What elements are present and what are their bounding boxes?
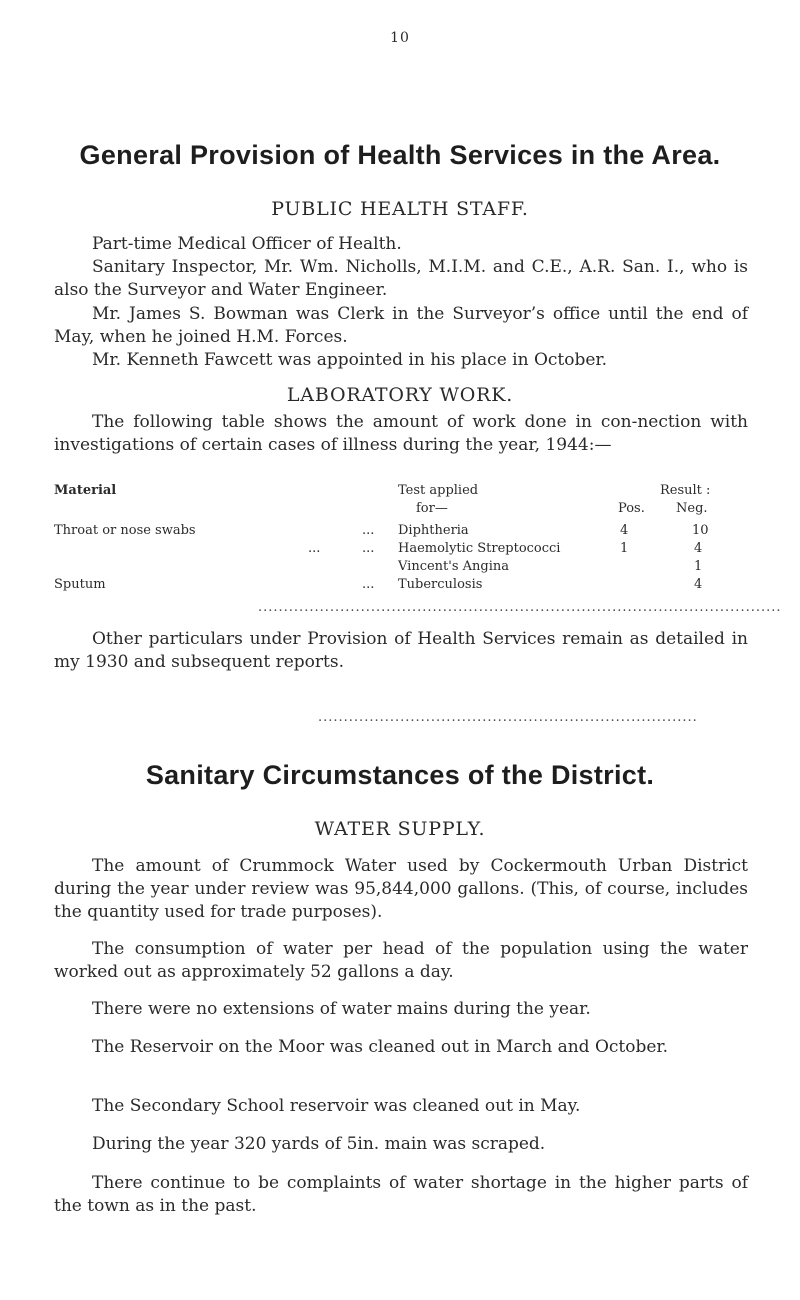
heading-water-supply: WATER SUPPLY. [314,818,486,840]
header-test-applied: Test applied [398,483,479,498]
section-title-health-services: General Provision of Health Services in the Area. [79,140,721,170]
row2-test: Haemolytic Streptococci [398,541,561,556]
closing-paragraph: Other particulars under Provision of Health Services remain as detailed in my 1930 and subsequent reports. [54,629,748,672]
row4-neg: 4 [694,577,703,592]
header-test-for: for— [416,501,448,516]
row1-neg: 10 [692,523,709,538]
section-dotted-divider: .......................................................................... [318,710,698,725]
staff-line-appointment: Mr. Kenneth Fawcett was appointed in his place in October. [92,350,608,370]
row4-leader: ... [362,577,375,592]
row4-test: Tuberculosis [398,577,483,592]
heading-public-health-staff: PUBLIC HEALTH STAFF. [271,198,529,220]
staff-line-clerk: Mr. James S. Bowman was Clerk in the Surveyor’s office until the end of May, when he joined H.M. Forces. [54,304,748,347]
staff-line-sanitary-inspector: Sanitary Inspector, Mr. Wm. Nicholls, M.I.M. and C.E., A.R. San. I., who is also the Surveyor and Water Engineer. [54,257,748,300]
header-neg: Neg. [676,501,708,516]
row3-test: Vincent's Angina [398,559,510,574]
header-result: Result : [660,483,711,498]
row4-material: Sputum [54,577,106,592]
page-number: 10 [390,30,410,46]
header-pos: Pos. [618,501,645,516]
water-paragraph-shortage: There continue to be complaints of water shortage in the higher parts of the town as in the past. [54,1173,748,1216]
row1-leader: ... [362,523,375,538]
row1-pos: 4 [620,523,629,538]
row1-test: Diphtheria [398,523,469,538]
row3-neg: 1 [694,559,703,574]
section-title-sanitary: Sanitary Circumstances of the District. [145,760,655,790]
row2-pos: 1 [620,541,629,556]
water-paragraph-reservoir: The Reservoir on the Moor was cleaned out in March and October. [92,1037,669,1057]
lab-intro-paragraph: The following table shows the amount of work done in con-nection with investigations of certain cases of illness during the year, 1944:— [54,412,748,455]
heading-laboratory-work: LABORATORY WORK. [286,384,514,406]
water-paragraph-main-scraped: During the year 320 yards of 5in. main was scraped. [92,1134,546,1154]
row1-material: Throat or nose swabs [54,523,196,538]
water-paragraph-consumption: The consumption of water per head of the population using the water worked out as approximately 52 gallons a day. [54,939,748,982]
water-paragraph-amount: The amount of Crummock Water used by Cockermouth Urban District during the year under review was 95,844,000 gallons. (This, of course, includes the quantity used for trade purposes). [54,856,748,922]
header-material: Material [54,483,117,498]
staff-line-medical-officer: Part-time Medical Officer of Health. [92,234,402,254]
water-paragraph-mains: There were no extensions of water mains during the year. [92,999,591,1019]
row2-neg: 4 [694,541,703,556]
row2-material: ... [308,541,321,556]
water-paragraph-school-reservoir: The Secondary School reservoir was cleaned out in May. [92,1096,581,1116]
table-dotted-rule: ...................................................................................................... [258,600,782,615]
row2-leader: ... [362,541,375,556]
